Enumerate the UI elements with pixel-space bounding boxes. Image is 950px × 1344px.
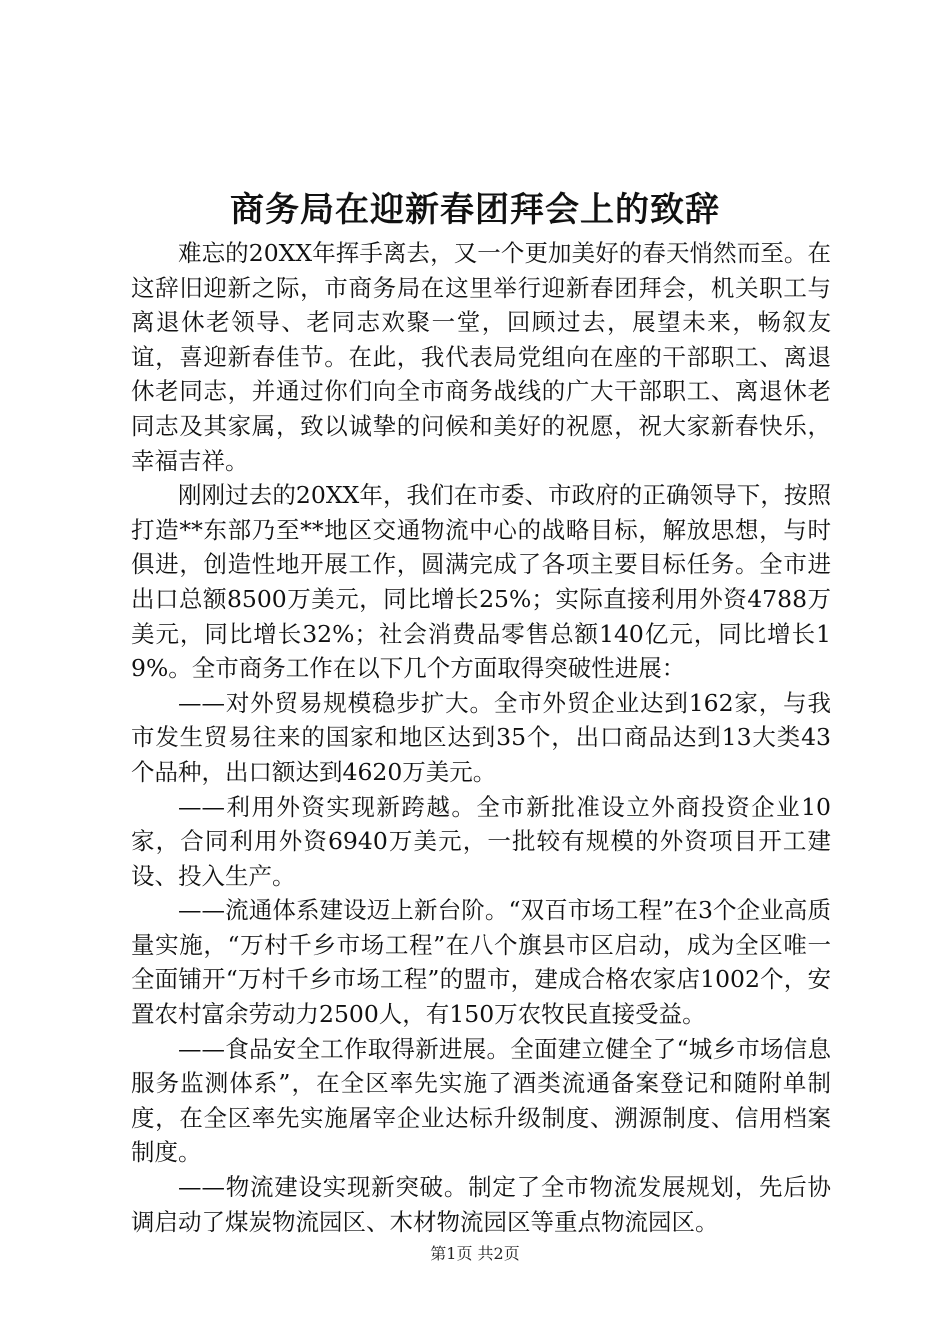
paragraph-logistics: ——物流建设实现新突破。制定了全市物流发展规划，先后协调启动了煤炭物流园区、木材物流园区等重点物流园区。 [131, 1173, 831, 1236]
paragraph-foreign-trade: ——对外贸易规模稳步扩大。全市外贸企业达到162家，与我市发生贸易往来的国家和地区达到35个，出口商品达到13大类43个品种，出口额达到4620万美元。 [131, 688, 831, 786]
document-title: 商务局在迎新春团拜会上的致辞 [230, 190, 720, 230]
paragraph-foreign-investment: ——利用外资实现新跨越。全市新批准设立外商投资企业10家，合同利用外资6940万美元，一批较有规模的外资项目开工建设、投入生产。 [131, 792, 831, 890]
document-body [131, 236, 831, 1239]
paragraph-greeting: 难忘的20XX年挥手离去，又一个更加美好的春天悄然而至。在这辞旧迎新之际，市商务局在这里举行迎新春团拜会，机关职工与离退休老领导、老同志欢聚一堂，回顾过去，展望未来，畅叙友谊，喜迎新春佳节。在此，我代表局党组向在座的干部职工、离退休老同志，并通过你们向全市商务战线的广大干部职工、离退休老同志及其家属，致以诚挚的问候和美好的祝愿，祝大家新春快乐，幸福吉祥。 [131, 239, 831, 475]
paragraph-food-safety: ——食品安全工作取得新进展。全面建立健全了“城乡市场信息服务监测体系”，在全区率先实施了酒类流通备案登记和随附单制度，在全区率先实施屠宰企业达标升级制度、溯源制度、信用档案制度。 [131, 1034, 831, 1167]
paragraph-review: 刚刚过去的20XX年，我们在市委、市政府的正确领导下，按照打造**东部乃至**地区交通物流中心的战略目标，解放思想，与时俱进，创造性地开展工作，圆满完成了各项主要目标任务。全市进出口总额8500万美元，同比增长25%；实际直接利用外资4788万美元，同比增长32%；社会消费品零售总额140亿元，同比增长19%。全市商务工作在以下几个方面取得突破性进展： [131, 481, 831, 683]
page-number-footer: 第1页 共2页 [430, 1244, 520, 1263]
paragraph-circulation-system: ——流通体系建设迈上新台阶。“双百市场工程”在3个企业高质量实施，“万村千乡市场工程”在八个旗县市区启动，成为全区唯一全面铺开“万村千乡市场工程”的盟市，建成合格农家店1002个，安置农村富余劳动力2500人，有150万农牧民直接受益。 [131, 896, 831, 1029]
